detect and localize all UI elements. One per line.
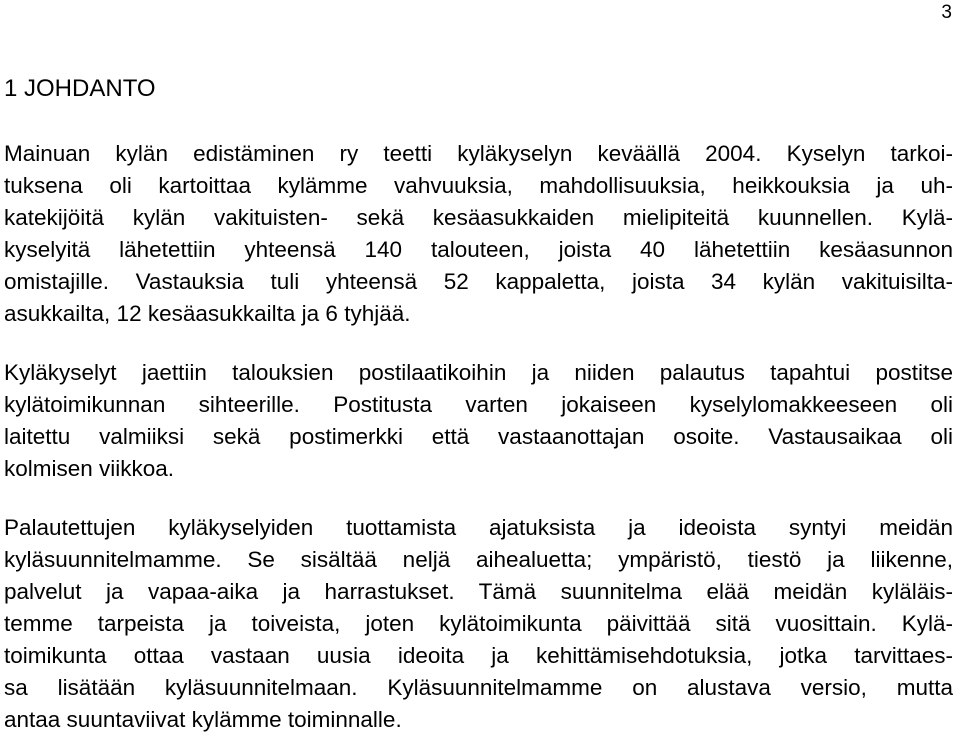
text-line: asukkailta, 12 kesäasukkailta ja 6 tyhjää. [4,301,411,326]
text-line: kolmisen viikkoa. [4,456,175,481]
text-line: antaa suuntaviivat kylämme toiminnalle. [4,707,402,732]
text-line: laitettu valmiiksi sekä postimerkki että vastaanottajan osoite. Vastausaikaa oli [4,424,953,449]
text-line: toimikunta ottaa vastaan uusia ideoita ja kehittämisehdotuksia, jotka tarvittaes- [4,643,953,668]
text-line: palvelut ja vapaa-aika ja harrastukset. Tämä suunnitelma elää meidän kyläläis- [4,579,953,604]
text-line: Palautettujen kyläkyselyiden tuottamista ajatuksista ja ideoista syntyi meidän [4,515,953,540]
text-line: tuksena oli kartoittaa kylämme vahvuuksia, mahdollisuuksia, heikkouksia ja uh- [4,173,953,198]
text-line: kyläsuunnitelmamme. Se sisältää neljä aihealuetta; ympäristö, tiestö ja liikenne, [4,547,953,572]
text-line: kylätoimikunnan sihteerille. Postitusta varten jokaiseen kyselylomakkeeseen oli [4,392,953,417]
text-line: kyselyitä lähetettiin yhteensä 140 talouteen, joista 40 lähetettiin kesäasunnon [4,237,953,262]
text-line: katekijöitä kylän vakituisten- sekä kesäasukkaiden mielipiteitä kuunnellen. Kylä- [4,205,953,230]
text-line: sa lisätään kyläsuunnitelmaan. Kyläsuunnitelmamme on alustava versio, mutta [4,675,953,700]
text-line: omistajille. Vastauksia tuli yhteensä 52 kappaletta, joista 34 kylän vakituisilta- [4,269,953,294]
page-number: 3 [941,2,952,23]
section-heading: 1 JOHDANTO [4,75,156,102]
text-line: Mainuan kylän edistäminen ry teetti kyläkyselyn keväällä 2004. Kyselyn tarkoi- [4,141,953,166]
text-line: temme tarpeista ja toiveista, joten kylätoimikunta päivittää sitä vuosittain. Kylä- [4,611,953,636]
text-line: Kyläkyselyt jaettiin talouksien postilaatikoihin ja niiden palautus tapahtui postitse [4,360,953,385]
